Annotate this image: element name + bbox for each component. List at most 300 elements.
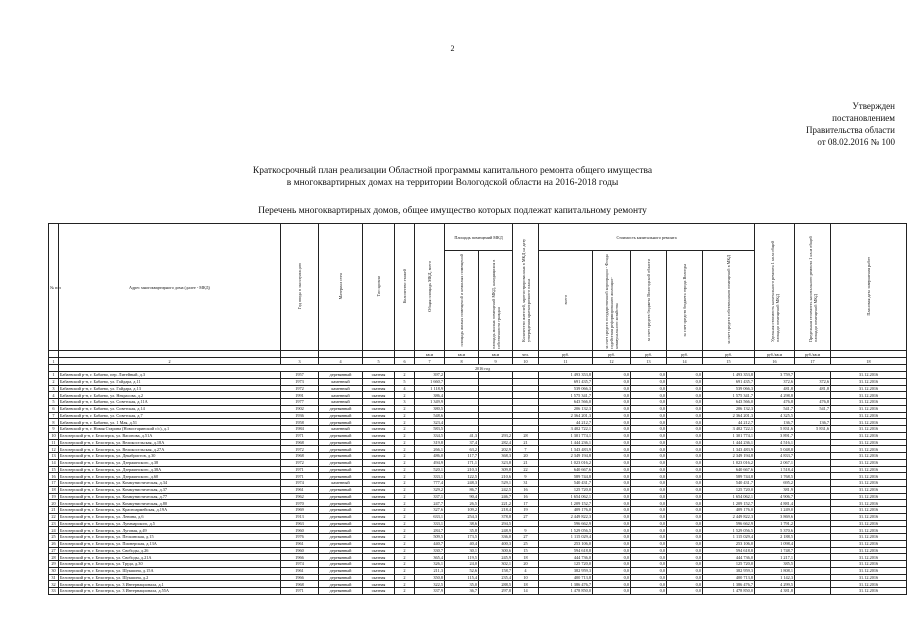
cost-region-cell: 0,0 bbox=[631, 372, 667, 379]
table-row bbox=[49, 588, 907, 595]
cost-owners-cell: 2 349 194,8 bbox=[703, 453, 755, 460]
planned-date-cell: 31.12.2016 bbox=[831, 432, 907, 439]
floors-cell: 2 bbox=[395, 459, 415, 466]
year-cell: 1969 bbox=[281, 507, 319, 514]
table-row bbox=[49, 500, 907, 507]
total-area-cell: 386,4 bbox=[415, 392, 445, 399]
header-material: Материал стен bbox=[338, 273, 343, 300]
max-unit-cost-cell bbox=[795, 581, 831, 588]
residents-cell bbox=[513, 520, 539, 527]
floors-cell: 2 bbox=[395, 500, 415, 507]
planned-date-cell: 31.12.2016 bbox=[831, 473, 907, 480]
cost-local-cell: 0,0 bbox=[667, 453, 703, 460]
cost-fund-cell: 0,0 bbox=[593, 581, 631, 588]
residents-cell: 10 bbox=[513, 574, 539, 581]
floors-cell: 2 bbox=[395, 507, 415, 514]
row-number: 31 bbox=[49, 574, 59, 581]
table-row bbox=[49, 473, 907, 480]
planned-date-cell: 31.12.2016 bbox=[831, 412, 907, 419]
unit-cost-cell: 1 808,1 bbox=[755, 567, 795, 574]
row-number: 30 bbox=[49, 567, 59, 574]
max-unit-cost-cell bbox=[795, 554, 831, 561]
header-unit-cost: Удельная стоимость капитального ремонта 1 кв.м общей площади помещений МКД bbox=[769, 240, 780, 342]
cost-region-cell: 0,0 bbox=[631, 446, 667, 453]
max-unit-cost-cell bbox=[795, 392, 831, 399]
residents-cell: 25 bbox=[513, 540, 539, 547]
material-cell: деревянный bbox=[319, 493, 363, 500]
floors-cell: 2 bbox=[395, 581, 415, 588]
planned-date-cell: 31.12.2016 bbox=[831, 554, 907, 561]
cost-total-cell: 400 713,8 bbox=[539, 574, 593, 581]
floors-cell: 5 bbox=[395, 378, 415, 385]
owned-area-cell: 297,8 bbox=[479, 588, 513, 595]
cost-fund-cell: 0,0 bbox=[593, 453, 631, 460]
cost-total-cell: 125 720,0 bbox=[539, 561, 593, 568]
residents-cell: 27 bbox=[513, 534, 539, 541]
floors-cell: 2 bbox=[395, 554, 415, 561]
planned-date-cell: 31.12.2016 bbox=[831, 419, 907, 426]
max-unit-cost-cell bbox=[795, 520, 831, 527]
cost-total-cell: 125 720,0 bbox=[539, 486, 593, 493]
header-cost-total: всего bbox=[563, 295, 568, 305]
cost-total-cell: 2 364 201,3 bbox=[539, 412, 593, 419]
premises-area-cell bbox=[445, 412, 479, 419]
table-row bbox=[49, 486, 907, 493]
unit-cost-cell: 481,8 bbox=[755, 385, 795, 392]
floors-cell: 2 bbox=[395, 540, 415, 547]
unit-sqm: кв.м bbox=[479, 351, 513, 358]
header-cost-fund: за счет средств государственной корпорации - Фонда содействия реформированию жилищно-коммунального хозяйства bbox=[604, 254, 619, 349]
premises-area-cell: 173,5 bbox=[445, 534, 479, 541]
max-unit-cost-cell: 5 831,6 bbox=[795, 426, 831, 433]
table-row bbox=[49, 459, 907, 466]
floors-cell: 2 bbox=[395, 446, 415, 453]
max-unit-cost-cell bbox=[795, 513, 831, 520]
row-number: 12 bbox=[49, 446, 59, 453]
owned-area-cell: 309,8 bbox=[479, 466, 513, 473]
owned-area-cell: 300,6 bbox=[479, 547, 513, 554]
row-number: 33 bbox=[49, 588, 59, 595]
cost-region-cell: 0,0 bbox=[631, 453, 667, 460]
unit-cost-cell: 1 768,5 bbox=[755, 473, 795, 480]
planned-date-cell: 31.12.2016 bbox=[831, 459, 907, 466]
cost-fund-cell: 0,0 bbox=[593, 385, 631, 392]
unit-rub: руб. bbox=[593, 351, 631, 358]
residents-cell: 15 bbox=[513, 547, 539, 554]
floors-cell: 2 bbox=[395, 561, 415, 568]
total-area-cell: 326,1 bbox=[415, 561, 445, 568]
premises-area-cell: 38,6 bbox=[445, 520, 479, 527]
year-cell: 1968 bbox=[281, 439, 319, 446]
table-row bbox=[49, 574, 907, 581]
address-cell: Белозерский р-н, г. Белозерск, ул. Пионерская, д.13А bbox=[59, 540, 281, 547]
cost-region-cell: 0,0 bbox=[631, 432, 667, 439]
row-number: 5 bbox=[49, 399, 59, 406]
year-cell: 1958 bbox=[281, 419, 319, 426]
cost-owners-cell: 1 023 016,2 bbox=[703, 459, 755, 466]
unit-cost-cell: 695,2 bbox=[755, 480, 795, 487]
total-area-cell: 777,4 bbox=[415, 480, 445, 487]
column-number: 16 bbox=[755, 358, 795, 365]
max-unit-cost-cell bbox=[795, 372, 831, 379]
row-number: 20 bbox=[49, 500, 59, 507]
year-cell: 1972 bbox=[281, 385, 319, 392]
total-area-cell: 333,1 bbox=[415, 520, 445, 527]
max-unit-cost-cell bbox=[795, 561, 831, 568]
cost-region-cell: 0,0 bbox=[631, 439, 667, 446]
cost-total-cell: 444 736,0 bbox=[539, 554, 593, 561]
floors-cell: 2 bbox=[395, 520, 415, 527]
material-cell: деревянный bbox=[319, 500, 363, 507]
unit-cost-cell: 5 370,6 bbox=[755, 527, 795, 534]
total-area-cell: 327,6 bbox=[415, 507, 445, 514]
max-unit-cost-cell bbox=[795, 473, 831, 480]
max-unit-cost-cell: 136,7 bbox=[795, 419, 831, 426]
cost-local-cell: 0,0 bbox=[667, 574, 703, 581]
row-number: 27 bbox=[49, 547, 59, 554]
material-cell: деревянный bbox=[319, 405, 363, 412]
owned-area-cell: 336,0 bbox=[479, 534, 513, 541]
residents-cell: 27 bbox=[513, 513, 539, 520]
column-number: 3 bbox=[281, 358, 319, 365]
year-cell: 1957 bbox=[281, 372, 319, 379]
roof-cell: скатная bbox=[363, 520, 395, 527]
title-line-1: Краткосрочный план реализации Областной программы капитального ремонта общего имущества bbox=[252, 166, 653, 176]
unit-rub: руб. bbox=[667, 351, 703, 358]
premises-area-cell: 248,3 bbox=[445, 480, 479, 487]
cost-region-cell: 0,0 bbox=[631, 574, 667, 581]
cost-owners-cell: 400 713,8 bbox=[703, 574, 755, 581]
cost-local-cell: 0,0 bbox=[667, 540, 703, 547]
year-cell: 1960 bbox=[281, 547, 319, 554]
cost-fund-cell: 0,0 bbox=[593, 500, 631, 507]
cost-owners-cell: 44 212,7 bbox=[703, 419, 755, 426]
max-unit-cost-cell bbox=[795, 527, 831, 534]
cost-fund-cell: 0,0 bbox=[593, 466, 631, 473]
cost-total-cell: 1 444 236,1 bbox=[539, 439, 593, 446]
page-number: 2 bbox=[450, 44, 455, 53]
cost-owners-cell: 539 066,3 bbox=[703, 385, 755, 392]
roof-cell: скатная bbox=[363, 574, 395, 581]
owned-area-cell: 288,5 bbox=[479, 581, 513, 588]
premises-area-cell: 63,2 bbox=[445, 446, 479, 453]
roof-cell: скатная bbox=[363, 527, 395, 534]
cost-total-cell: 643 566,0 bbox=[539, 399, 593, 406]
address-cell: Белозерский р-н, г. Белозерск, ул. Коммунистическая, д.80 bbox=[59, 500, 281, 507]
cost-local-cell: 0,0 bbox=[667, 385, 703, 392]
owned-area-cell bbox=[479, 399, 513, 406]
row-number: 32 bbox=[49, 581, 59, 588]
address-cell: Белозерский р-н, г. Белозерск, ул. 3 Интернационала, д.55А bbox=[59, 588, 281, 595]
roof-cell: скатная bbox=[363, 426, 395, 433]
total-area-cell: 509,5 bbox=[415, 534, 445, 541]
cost-total-cell: 2 349 194,8 bbox=[539, 453, 593, 460]
cost-total-cell: 1 654 062,1 bbox=[539, 493, 593, 500]
premises-area-cell: 37,4 bbox=[445, 439, 479, 446]
total-area-cell: 337,9 bbox=[415, 588, 445, 595]
cost-region-cell: 0,0 bbox=[631, 500, 667, 507]
premises-area-cell bbox=[445, 426, 479, 433]
total-area-cell: 211,3 bbox=[415, 567, 445, 574]
residents-cell: 20 bbox=[513, 453, 539, 460]
cost-local-cell: 0,0 bbox=[667, 527, 703, 534]
cost-owners-cell: 1 444 236,1 bbox=[703, 439, 755, 446]
premises-area-cell: 115,4 bbox=[445, 574, 479, 581]
unit-cost-cell: 136,7 bbox=[755, 419, 795, 426]
row-number: 19 bbox=[49, 493, 59, 500]
material-cell: деревянный bbox=[319, 372, 363, 379]
year-cell: 1961 bbox=[281, 540, 319, 547]
unit-rub-sqm: руб./кв.м bbox=[795, 351, 831, 358]
material-cell: каменный bbox=[319, 392, 363, 399]
address-cell: Бабаевский р-н, г. Новая Старина (Новостаринский с/с), д.1 bbox=[59, 426, 281, 433]
table-row bbox=[49, 432, 907, 439]
max-unit-cost-cell bbox=[795, 493, 831, 500]
cost-region-cell: 0,0 bbox=[631, 426, 667, 433]
cost-owners-cell: 444 736,0 bbox=[703, 554, 755, 561]
cost-owners-cell: 2 449 822,3 bbox=[703, 513, 755, 520]
cost-region-cell: 0,0 bbox=[631, 561, 667, 568]
year-cell: 1971 bbox=[281, 588, 319, 595]
table-row bbox=[49, 426, 907, 433]
total-area-cell: 333,1 bbox=[415, 473, 445, 480]
floors-cell: 2 bbox=[395, 372, 415, 379]
header-residents: Количество жителей, зарегистрированных в МКД на дату утверждения краткосрочного плана bbox=[520, 238, 531, 342]
owned-area-cell: 529,1 bbox=[479, 480, 513, 487]
premises-area-cell: 41,3 bbox=[445, 432, 479, 439]
floors-cell: 2 bbox=[395, 453, 415, 460]
planned-date-cell: 31.12.2016 bbox=[831, 453, 907, 460]
planned-date-cell: 31.12.2016 bbox=[831, 507, 907, 514]
year-cell: 1960 bbox=[281, 527, 319, 534]
cost-local-cell: 0,0 bbox=[667, 554, 703, 561]
column-number: 13 bbox=[631, 358, 667, 365]
row-number: 21 bbox=[49, 507, 59, 514]
address-cell: Белозерский р-н, г. Белозерск, ул. Луначарского, д.5 bbox=[59, 520, 281, 527]
residents-cell bbox=[513, 419, 539, 426]
material-cell: деревянный bbox=[319, 561, 363, 568]
header-planned-date: Плановая дата завершения работ bbox=[866, 257, 872, 316]
unit-cost-cell: 4 381,8 bbox=[755, 588, 795, 595]
cost-owners-cell: 1 493 353,8 bbox=[703, 372, 755, 379]
owned-area-cell: 323,8 bbox=[479, 459, 513, 466]
column-number: 1 bbox=[49, 358, 59, 365]
cost-local-cell: 0,0 bbox=[667, 466, 703, 473]
owned-area-cell bbox=[479, 392, 513, 399]
cost-owners-cell: 1 575 341,7 bbox=[703, 392, 755, 399]
column-number: 12 bbox=[593, 358, 631, 365]
header-num: № п/п bbox=[49, 224, 59, 351]
floors-cell: 2 bbox=[395, 392, 415, 399]
residents-cell: 14 bbox=[513, 588, 539, 595]
premises-area-cell: 30,1 bbox=[445, 547, 479, 554]
year-cell: 1966 bbox=[281, 574, 319, 581]
planned-date-cell: 31.12.2016 bbox=[831, 534, 907, 541]
address-cell: Белозерский р-н, г. Белозерск, ул. Дзержинского, д.38А bbox=[59, 466, 281, 473]
address-cell: Белозерский р-н, г. Белозерск, ул. Коммунистическая, д.77 bbox=[59, 493, 281, 500]
owned-area-cell: 378,8 bbox=[479, 513, 513, 520]
cost-region-cell: 0,0 bbox=[631, 567, 667, 574]
address-cell: Белозерский р-н, г. Белозерск, ул. 3 Интернационала, д.1 bbox=[59, 581, 281, 588]
table-row bbox=[49, 372, 907, 379]
cost-region-cell: 0,0 bbox=[631, 459, 667, 466]
premises-area-cell: 40,4 bbox=[445, 540, 479, 547]
cost-owners-cell: 594 618,8 bbox=[703, 547, 755, 554]
address-cell: Бабаевский р-н, г. Бабаево, ул. Советская, д.14 bbox=[59, 405, 281, 412]
residents-cell: 4 bbox=[513, 567, 539, 574]
owned-area-cell bbox=[479, 385, 513, 392]
material-cell: деревянный bbox=[319, 412, 363, 419]
cost-local-cell: 0,0 bbox=[667, 439, 703, 446]
roof-cell: скатная bbox=[363, 372, 395, 379]
cost-total-cell: 1 529 056,5 bbox=[539, 527, 593, 534]
planned-date-cell: 31.12.2016 bbox=[831, 588, 907, 595]
floors-cell: 2 bbox=[395, 574, 415, 581]
unit-cost-cell: 5 048,8 bbox=[755, 446, 795, 453]
floors-cell: 2 bbox=[395, 588, 415, 595]
total-area-cell: 337,1 bbox=[415, 493, 445, 500]
owned-area-cell: 221,2 bbox=[479, 500, 513, 507]
table-row bbox=[49, 412, 907, 419]
year-cell: 1991 bbox=[281, 392, 319, 399]
unit-cost-cell: 1 791,2 bbox=[755, 520, 795, 527]
premises-area-cell: 122,5 bbox=[445, 473, 479, 480]
cost-total-cell: 589 744,8 bbox=[539, 473, 593, 480]
cost-region-cell: 0,0 bbox=[631, 419, 667, 426]
roof-cell: скатная bbox=[363, 561, 395, 568]
cost-local-cell: 0,0 bbox=[667, 405, 703, 412]
cost-region-cell: 0,0 bbox=[631, 412, 667, 419]
residents-cell: 28 bbox=[513, 432, 539, 439]
roof-cell: скатная bbox=[363, 439, 395, 446]
table-row bbox=[49, 385, 907, 392]
planned-date-cell: 31.12.2016 bbox=[831, 439, 907, 446]
premises-area-cell bbox=[445, 378, 479, 385]
cost-local-cell: 0,0 bbox=[667, 372, 703, 379]
cost-region-cell: 0,0 bbox=[631, 588, 667, 595]
unit-cost-cell: 4 833,7 bbox=[755, 453, 795, 460]
cost-region-cell: 0,0 bbox=[631, 480, 667, 487]
material-cell: деревянный bbox=[319, 453, 363, 460]
planned-date-cell: 31.12.2016 bbox=[831, 399, 907, 406]
planned-date-cell: 31.12.2016 bbox=[831, 372, 907, 379]
unit-cost-cell: 4 325,5 bbox=[755, 412, 795, 419]
material-cell: деревянный bbox=[319, 554, 363, 561]
cost-owners-cell: 206 132,3 bbox=[703, 405, 755, 412]
address-cell: Белозерский р-н, г. Белозерск, ул. Свободы, д.21А bbox=[59, 554, 281, 561]
cost-fund-cell: 0,0 bbox=[593, 392, 631, 399]
cost-fund-cell: 0,0 bbox=[593, 412, 631, 419]
year-cell: 1913 bbox=[281, 513, 319, 520]
unit-cost-cell: 476,8 bbox=[755, 399, 795, 406]
material-cell: деревянный bbox=[319, 534, 363, 541]
address-cell: Белозерский р-н, г. Белозерск, ул. Васонова, д.51А bbox=[59, 432, 281, 439]
owned-area-cell: 246,7 bbox=[479, 493, 513, 500]
material-cell: каменный bbox=[319, 426, 363, 433]
cost-local-cell: 0,0 bbox=[667, 473, 703, 480]
year-cell: 1974 bbox=[281, 480, 319, 487]
residents-cell: 17 bbox=[513, 500, 539, 507]
planned-date-cell: 31.12.2016 bbox=[831, 486, 907, 493]
address-cell: Белозерский р-н, г. Белозерск, ул. Дзержинского, д.38 bbox=[59, 459, 281, 466]
roof-cell: скатная bbox=[363, 554, 395, 561]
address-cell: Белозерский р-н, г. Белозерск, ул. Коммунистическая, д.37 bbox=[59, 486, 281, 493]
roof-cell: скатная bbox=[363, 446, 395, 453]
total-area-cell: 319,8 bbox=[415, 439, 445, 446]
owned-area-cell: 242,5 bbox=[479, 486, 513, 493]
premises-area-cell bbox=[445, 405, 479, 412]
cost-fund-cell: 0,0 bbox=[593, 507, 631, 514]
address-cell: Белозерский р-н, г. Белозерск, ул. Шукшина, д.15А bbox=[59, 567, 281, 574]
address-cell: Белозерский р-н, г. Белозерск, ул. Труда, д.30 bbox=[59, 561, 281, 568]
row-number: 11 bbox=[49, 439, 59, 446]
address-cell: Бабаевский р-н, г. Бабаево, ул. Советская, д.11А bbox=[59, 399, 281, 406]
residents-cell bbox=[513, 405, 539, 412]
cost-total-cell: 540 431,7 bbox=[539, 480, 593, 487]
total-area-cell: 329,2 bbox=[415, 486, 445, 493]
cost-fund-cell: 0,0 bbox=[593, 567, 631, 574]
owned-area-cell: 302,1 bbox=[479, 561, 513, 568]
cost-fund-cell: 0,0 bbox=[593, 534, 631, 541]
cost-fund-cell: 0,0 bbox=[593, 480, 631, 487]
total-area-cell: 334,5 bbox=[415, 432, 445, 439]
cost-owners-cell: 1 209 152,7 bbox=[703, 500, 755, 507]
cost-owners-cell: 1 301 774,1 bbox=[703, 432, 755, 439]
roof-cell: скатная bbox=[363, 507, 395, 514]
table-row bbox=[49, 392, 907, 399]
table-row bbox=[49, 527, 907, 534]
residents-cell: 9 bbox=[513, 527, 539, 534]
owned-area-cell bbox=[479, 378, 513, 385]
cost-local-cell: 0,0 bbox=[667, 412, 703, 419]
total-area-cell: 1 660,7 bbox=[415, 378, 445, 385]
row-number: 29 bbox=[49, 561, 59, 568]
max-unit-cost-cell bbox=[795, 588, 831, 595]
column-number: 14 bbox=[667, 358, 703, 365]
header-area-owned: площадь жилых помещений МКД, находящихся в собственности граждан bbox=[490, 259, 501, 349]
header-cost-region: за счет средств бюджета Вологодской области bbox=[646, 258, 651, 342]
material-cell: деревянный bbox=[319, 439, 363, 446]
floors-cell: 2 bbox=[395, 513, 415, 520]
material-cell: деревянный bbox=[319, 459, 363, 466]
planned-date-cell: 31.12.2016 bbox=[831, 446, 907, 453]
material-cell: каменный bbox=[319, 480, 363, 487]
roof-cell: скатная bbox=[363, 534, 395, 541]
cost-fund-cell: 0,0 bbox=[593, 520, 631, 527]
residents-cell: 9 bbox=[513, 473, 539, 480]
max-unit-cost-cell: 481,8 bbox=[795, 385, 831, 392]
material-cell: деревянный bbox=[319, 547, 363, 554]
cost-fund-cell: 0,0 bbox=[593, 493, 631, 500]
max-unit-cost-cell bbox=[795, 466, 831, 473]
material-cell: деревянный bbox=[319, 520, 363, 527]
premises-area-cell: 35,0 bbox=[445, 581, 479, 588]
total-area-cell: 380,5 bbox=[415, 405, 445, 412]
owned-area-cell: 245,9 bbox=[479, 554, 513, 561]
year-cell: 1936 bbox=[281, 412, 319, 419]
cost-region-cell: 0,0 bbox=[631, 540, 667, 547]
planned-date-cell: 31.12.2016 bbox=[831, 493, 907, 500]
table-row bbox=[49, 534, 907, 541]
floors-cell: 2 bbox=[395, 527, 415, 534]
floors-cell: 2 bbox=[395, 419, 415, 426]
max-unit-cost-cell bbox=[795, 432, 831, 439]
total-area-cell: 365,4 bbox=[415, 554, 445, 561]
cost-fund-cell: 0,0 bbox=[593, 432, 631, 439]
cost-region-cell: 0,0 bbox=[631, 534, 667, 541]
column-number: 17 bbox=[795, 358, 831, 365]
residents-cell: 18 bbox=[513, 581, 539, 588]
